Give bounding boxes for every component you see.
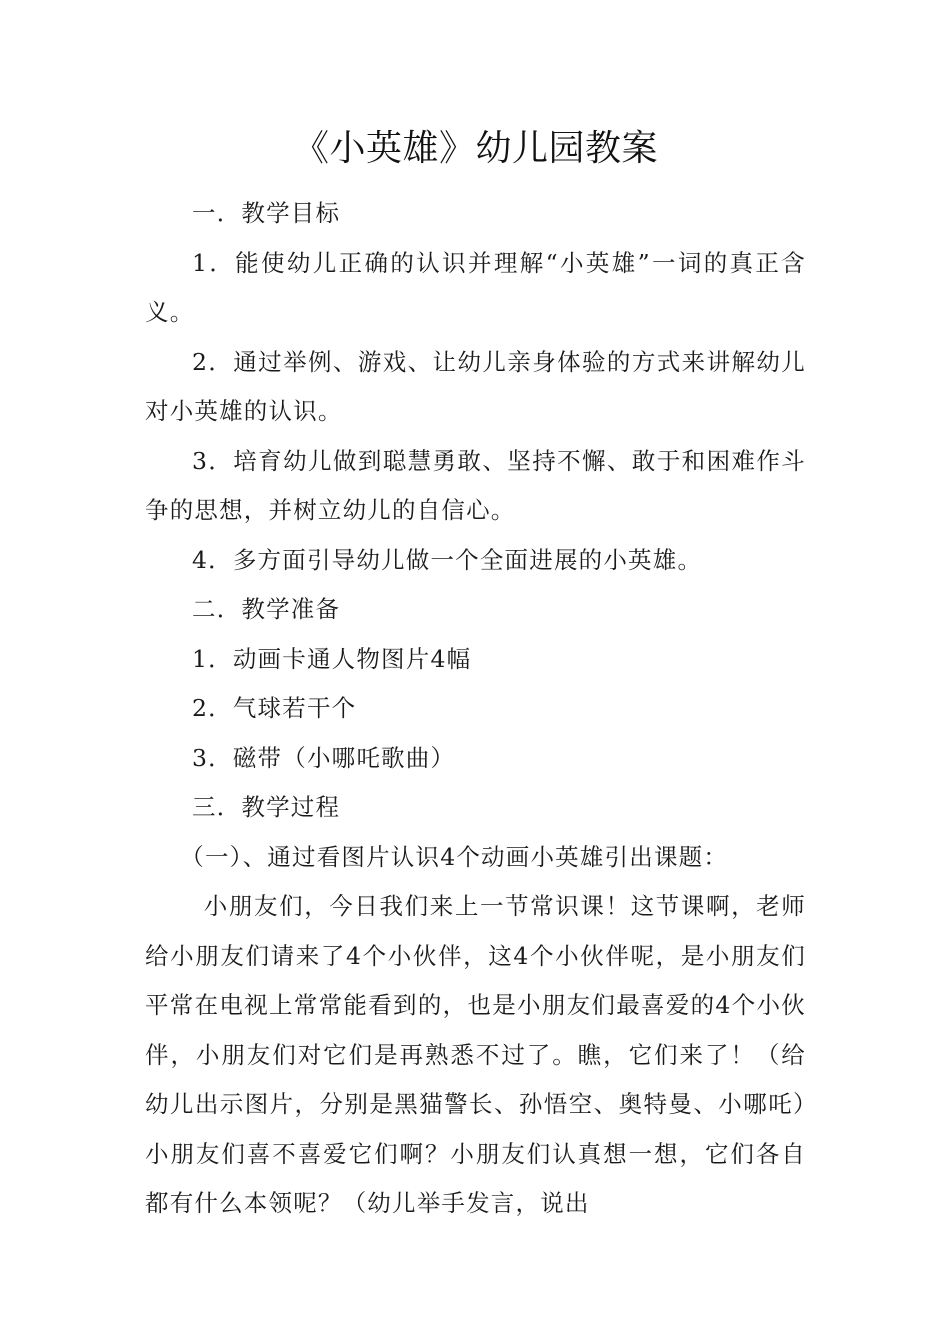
objective-item-4: 4．多方面引导幼儿做一个全面进展的小英雄。	[192, 545, 703, 574]
document-title: 《小英雄》幼儿园教案	[292, 128, 658, 169]
preparation-item-2: 2．气球若干个	[192, 694, 357, 722]
document-body	[145, 189, 806, 1229]
section-heading-objectives: 一．教学目标	[192, 199, 341, 227]
process-subheading-1: （一）、通过看图片认识4个动画小英雄引出课题：	[180, 842, 729, 871]
objective-item-1: 1．能使幼儿正确的认识并理解“小英雄”一词的真正含义。	[145, 248, 806, 326]
process-narrative-paragraph: 小朋友们，今日我们来上一节常识课！这节课啊，老师给小朋友们请来了4个小伙伴，这4个小伙伴呢，是小朋友们平常在电视上常常能看到的，也是小朋友们最喜爱的4个小伙伴，小朋友们对它们是再熟悉不过了。瞧，它们来了！（给幼儿出示图片，分别是黑猫警长、孙悟空、奥特曼、小哪吒）小朋友们喜不喜爱它们啊？小朋友们认真想一想，它们各自都有什么本领呢？（幼儿举手发言，说出	[145, 892, 806, 1217]
section-heading-preparation: 二．教学准备	[192, 595, 341, 623]
objective-item-3: 3．培育幼儿做到聪慧勇敢、坚持不懈、敢于和困难作斗争的思想，并树立幼儿的自信心。	[145, 446, 806, 524]
preparation-item-1: 1．动画卡通人物图片4幅	[192, 644, 472, 673]
objective-item-2: 2．通过举例、游戏、让幼儿亲身体验的方式来讲解幼儿对小英雄的认识。	[145, 347, 806, 425]
section-heading-process: 三．教学过程	[192, 793, 341, 821]
preparation-item-3: 3．磁带（小哪吒歌曲）	[192, 743, 456, 772]
